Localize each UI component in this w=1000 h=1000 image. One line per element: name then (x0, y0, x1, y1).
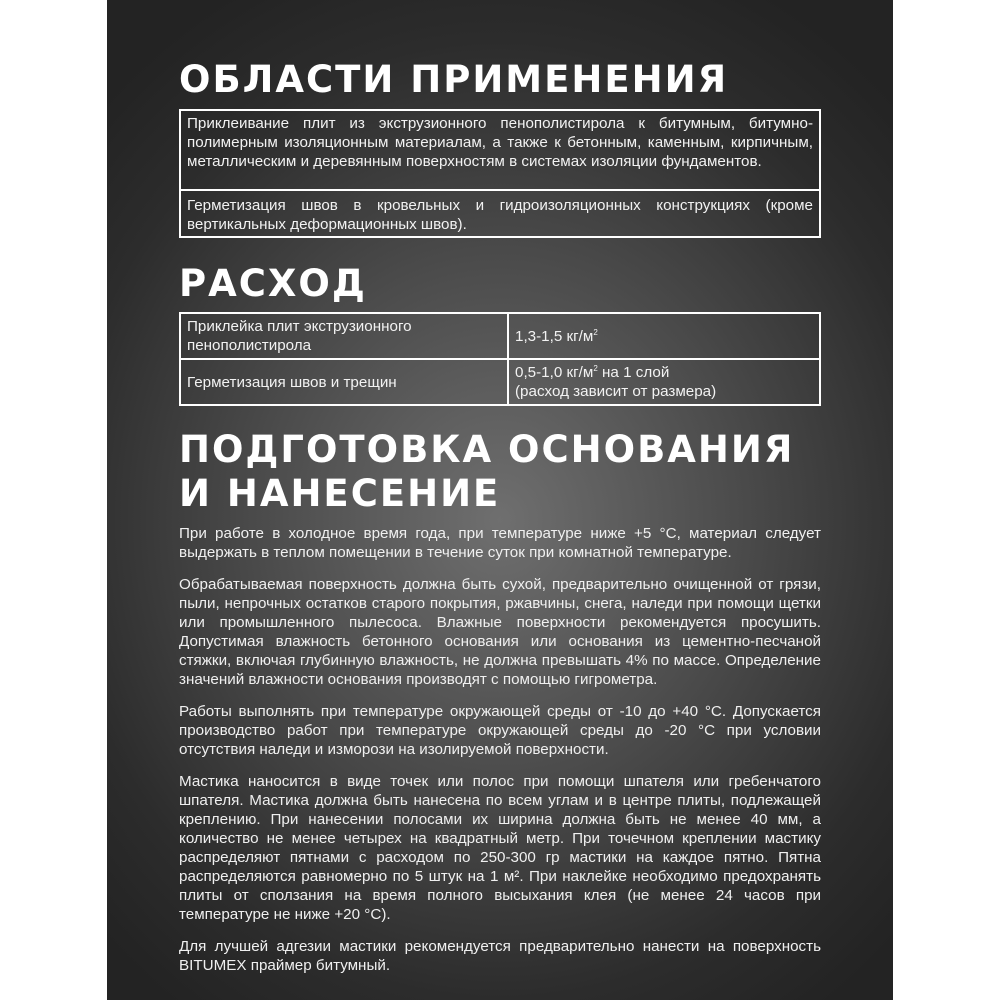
consumption-value-text: 1,3-1,5 кг/м (515, 327, 594, 345)
consumption-row (180, 313, 820, 359)
consumption-row (180, 359, 820, 405)
application-areas-table (179, 109, 821, 238)
application-area-row: Герметизация швов в кровельных и гидроизоляционных конструкциях (кроме вертикальных деформационных швов). (187, 197, 813, 233)
unit-superscript: 2 (593, 364, 598, 373)
application-areas-heading: ОБЛАСТИ ПРИМЕНЕНИЯ (179, 58, 729, 101)
application-area-row: Приклеивание плит из экструзионного пенополистирола к битумным, битумно-полимерным изоляционным материалам, а также к бетонным, каменным, кирпичным, металлическим и деревянным поверхностям в системах изоляции фундаментов. (181, 111, 819, 191)
unit-superscript: 2 (593, 327, 598, 337)
consumption-value-text: 0,5-1,0 кг/м (515, 364, 594, 381)
preparation-heading: ПОДГОТОВКА ОСНОВАНИЯ И НАНЕСЕНИЕ (179, 428, 795, 515)
preparation-paragraph: Обрабатываемая поверхность должна быть сухой, предварительно очищенной от грязи, пыли, непрочных остатков старого покрытия, ржавчины, снега, наледи при помощи щетки или промышленного пылесоса. Влажные поверхности рекомендуется просушить. Допустимая влажность бетонного основания или основания из цементно-песчаной стяжки, включая глубинную влажность, не должна превышать 4% по массе. Определение значений влажности основания производят с помощью гигрометра. (179, 576, 821, 688)
preparation-body (179, 524, 821, 988)
consumption-item-name: Герметизация швов и трещин (180, 359, 508, 405)
consumption-table (179, 312, 821, 406)
preparation-paragraph: Мастика наносится в виде точек или полос при помощи шпателя или гребенчатого шпателя. Мастика должна быть нанесена по всем углам и в центре плиты, подлежащей креплению. При нанесении полосами их ширина должна быть не менее 40 мм, а количество не менее четырех на квадратный метр. При точечном креплении мастику распределяют пятнами с расходом по 250-300 гр мастики на каждое пятно. Пятна распределяются равномерно по 5 штук на 1 м². При наклейке необходимо предохранять плиты от сползания на время полного высыхания клея (не менее 24 часов при температуре не ниже +20 °С). (179, 773, 821, 923)
consumption-value-suffix: на 1 слой (597, 364, 670, 381)
consumption-item-name: Приклейка плит экструзионного пенополистирола (180, 313, 508, 359)
preparation-paragraph: Для лучшей адгезии мастики рекомендуется предварительно нанести на поверхность BITUMEX праймер битумный. (179, 938, 821, 974)
consumption-value-note: (расход зависит от размера) (515, 383, 717, 400)
product-info-page (107, 0, 893, 1000)
preparation-paragraph: Работы выполнять при температуре окружающей среды от -10 до +40 °С. Допускается производство работ при температуре окружающей среды до -20 °С при условии отсутствия наледи и изморози на изолируемой поверхности. (179, 703, 821, 758)
consumption-item-value (508, 313, 820, 359)
preparation-paragraph: При работе в холодное время года, при температуре ниже +5 °С, материал следует выдержать в теплом помещении в течение суток при комнатной температуре. (179, 525, 821, 561)
consumption-heading: РАСХОД (179, 262, 367, 305)
consumption-item-value (508, 359, 820, 405)
